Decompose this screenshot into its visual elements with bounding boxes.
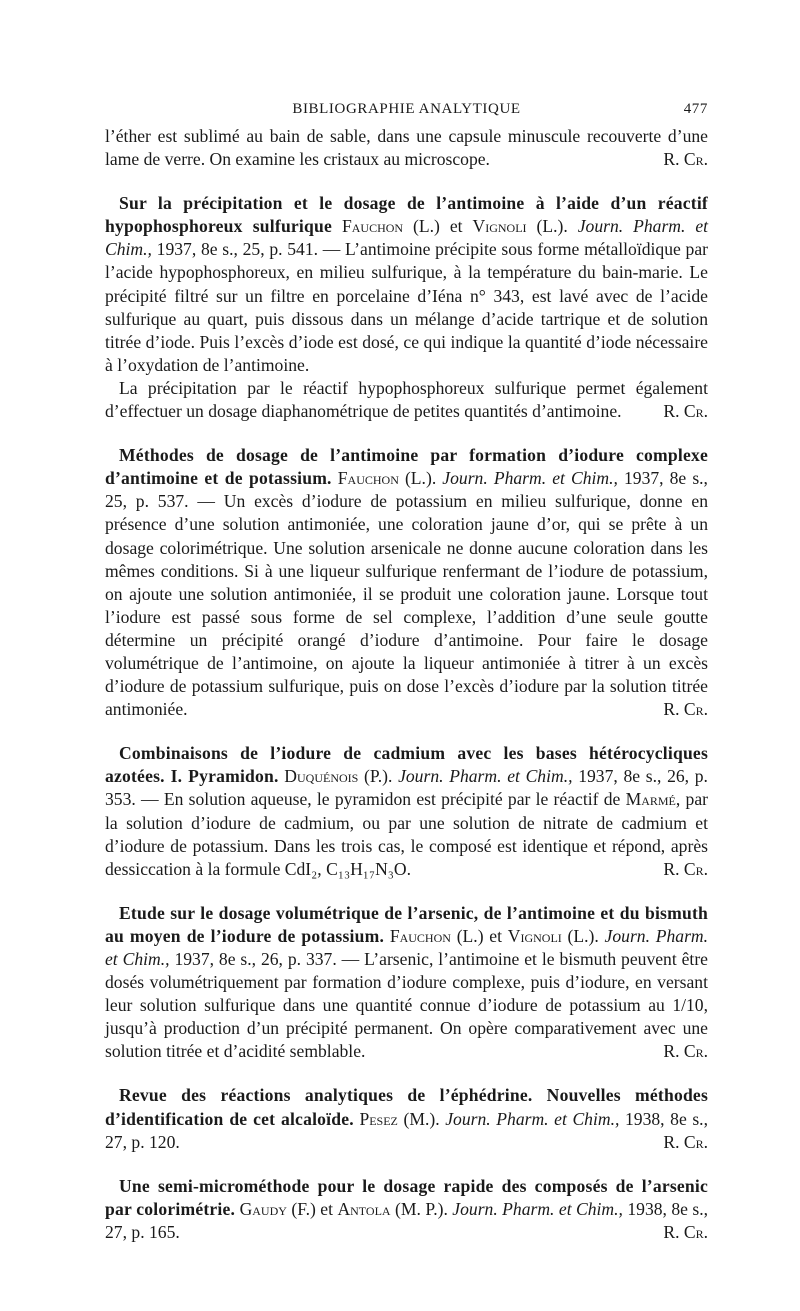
entry-author-initials: (M.).	[403, 1108, 440, 1129]
entry-author: Vignoli	[507, 925, 562, 946]
entry-journal: Journ. Pharm. et Chim.,	[445, 1108, 620, 1129]
entry-body: , par la solution d’iodure de cadmium, ou par une solution de nitrate de cadmium et d’iodure de potassium. Dans les trois cas, le composé est identique et répond, après dessiccation à la formule CdI₂, C₁₃H₁₇N₃O.	[105, 789, 708, 879]
entry-author: Pesez	[359, 1108, 398, 1129]
entry-iodure-complexe	[105, 444, 708, 721]
entry-reference: 1938, 8e s., 27, p. 120.	[105, 1108, 708, 1152]
entry-title: Etude sur le dosage volumétrique de l’arsenic, de l’antimoine et du bismuth au moyen de l’iodure de potassium.	[105, 902, 708, 946]
entry-paragraph	[105, 192, 708, 377]
entry-paragraph	[105, 1175, 708, 1244]
entry-signature: R. Cr.	[663, 858, 708, 879]
entry-author: Duquénois	[284, 766, 359, 787]
entry-body: L’arsenic, l’antimoine et le bismuth peuvent être dosés volumétriquement par formation d’iodure complexe, puis d’iodure, en versant leur solution sulfurique dans une quantité connue d’iodure de potassium au 1/10, jusqu’à production d’un précipité permanent. On opère comparativement avec une solution titrée et d’acidité semblable.	[105, 949, 708, 1062]
entry-body-2: La précipitation par le réactif hypophosphoreux sulfurique permet également d’effectuer un dosage diaphanométrique de petites quantités d’antimoine.	[105, 377, 708, 422]
entry-author: Gaudy	[239, 1198, 287, 1219]
entry-author-initials: (L.) et	[456, 925, 502, 946]
entry-author-initials: (F.) et	[291, 1198, 333, 1219]
entry-reference: 1937, 8e s., 26, p. 337. —	[174, 949, 365, 969]
entry-author: Fauchon	[341, 216, 404, 237]
entry-author-initials: (L.).	[536, 216, 568, 237]
page-number: 477	[683, 101, 708, 117]
entry-paragraph	[105, 1084, 708, 1153]
continuation-text: l’éther est sublimé au bain de sable, dans une capsule minuscule recouverte d’une lame de verre. On examine les cristaux au microscope.	[105, 126, 708, 170]
entry-title: Une semi-microméthode pour le dosage rapide des composés de l’arsenic par colorimétrie.	[105, 1175, 708, 1219]
entry-title: Combinaisons de l’iodure de cadmium avec les bases hétérocycliques azotées. I. Pyramidon.	[105, 743, 708, 787]
entry-author: Vignoli	[472, 216, 527, 237]
entry-journal: Journ. Pharm. et Chim.,	[105, 925, 709, 969]
entry-body: L’antimoine précipite sous forme métalloïdique par l’acide hypophosphoreux, en milieu sulfurique, à la température du bain-marie. Le précipité filtré sur un filtre en porcelaine d’Iéna n° 343, est lavé avec de l’acide sulfurique au quart, puis dissous dans un mélange d’acide tartrique et de solution titrée d’iode. Puis l’excès d’iode est dosé, ce qui indique la quantité d’iode nécessaire à l’oxydation de l’antimoine.	[105, 239, 708, 375]
entry-journal: Journ. Pharm. et Chim.,	[452, 1198, 623, 1219]
entry-author: Antola	[337, 1198, 391, 1219]
entry-reference: 1938, 8e s., 27, p. 165.	[105, 1198, 709, 1242]
entry-signature: R. Cr.	[663, 699, 708, 720]
entry-ephedrine	[105, 1084, 708, 1153]
entry-author: Fauchon	[337, 468, 399, 489]
entry-body: En solution aqueuse, le pyramidon est précipité par le réactif de	[163, 789, 626, 810]
continuation-signature: R. Cr.	[663, 149, 708, 170]
entry-body: Un excès d’iodure de potassium en milieu sulfurique, donne en présence d’une solution antimoniée, une coloration jaune d’or, qui se prête à un dosage colorimétrique. Une solution arsenicale ne donne aucune coloration dans les mêmes conditions. Si à une liqueur sulfurique renfermant de l’iodure de potassium, on ajoute une solution antimoniée, il se produit une coloration jaune. Lorsque tout l’iodure est passé sous forme de sel complexe, l’addition d’une seule goutte détermine un précipité orangé d’iodure d’antimoine. Pour faire le dosage volumétrique de l’antimoine, on ajoute la liqueur antimoniée à titrer à un excès d’iodure de potassium sulfurique, puis on dose l’excès d’iodure par la solution titrée antimoniée.	[105, 491, 708, 720]
entry-author-initials: (L.).	[567, 925, 599, 946]
entry-reference: 1937, 8e s., 25, p. 541. —	[156, 239, 346, 260]
entry-cadmium-pyramidon	[105, 742, 708, 881]
entry-journal: Journ. Pharm. et Chim.,	[442, 468, 618, 489]
entry-antimoine-hypophosphoreux	[105, 192, 708, 423]
entry-paragraph-2	[105, 377, 708, 423]
entry-title: Revue des réactions analytiques de l’éphédrine. Nouvelles méthodes d’identification de cet alcaloïde.	[105, 1085, 708, 1129]
entry-paragraph	[105, 444, 708, 721]
entry-paragraph	[105, 742, 708, 881]
entry-author-initials: (L.) et	[413, 216, 463, 237]
running-head	[105, 98, 708, 122]
entry-signature: R. Cr.	[663, 401, 708, 422]
entry-reference: 1937, 8e s., 26, p. 353. —	[105, 766, 708, 810]
entry-arsenic-antimoine-bismuth	[105, 902, 708, 1064]
entry-reference: 1937, 8e s., 25, p. 537. —	[105, 468, 708, 512]
entry-reagent-name: Marmé	[625, 789, 676, 810]
entry-journal: Journ. Pharm. et Chim.,	[105, 216, 709, 260]
entry-signature: R. Cr.	[663, 1131, 708, 1152]
continuation-paragraph	[105, 125, 708, 171]
entry-author-initials: (M. P.).	[395, 1198, 448, 1219]
entry-signature: R. Cr.	[663, 1221, 708, 1242]
running-head-title: BIBLIOGRAPHIE ANALYTIQUE	[292, 101, 521, 117]
entry-journal: Journ. Pharm. et Chim.,	[398, 766, 573, 787]
entry-signature: R. Cr.	[663, 1041, 708, 1062]
entry-author-initials: (L.).	[404, 468, 437, 489]
entry-title: Sur la précipitation et le dosage de l’antimoine à l’aide d’un réactif hypophosphoreux sulfurique	[105, 193, 708, 237]
entry-author: Fauchon	[389, 925, 451, 946]
entry-author-initials: (P.).	[364, 766, 393, 787]
entry-title: Méthodes de dosage de l’antimoine par formation d’iodure complexe d’antimoine et de potassium.	[105, 445, 708, 489]
entry-semi-micromethode	[105, 1175, 708, 1244]
entry-paragraph	[105, 902, 708, 1064]
